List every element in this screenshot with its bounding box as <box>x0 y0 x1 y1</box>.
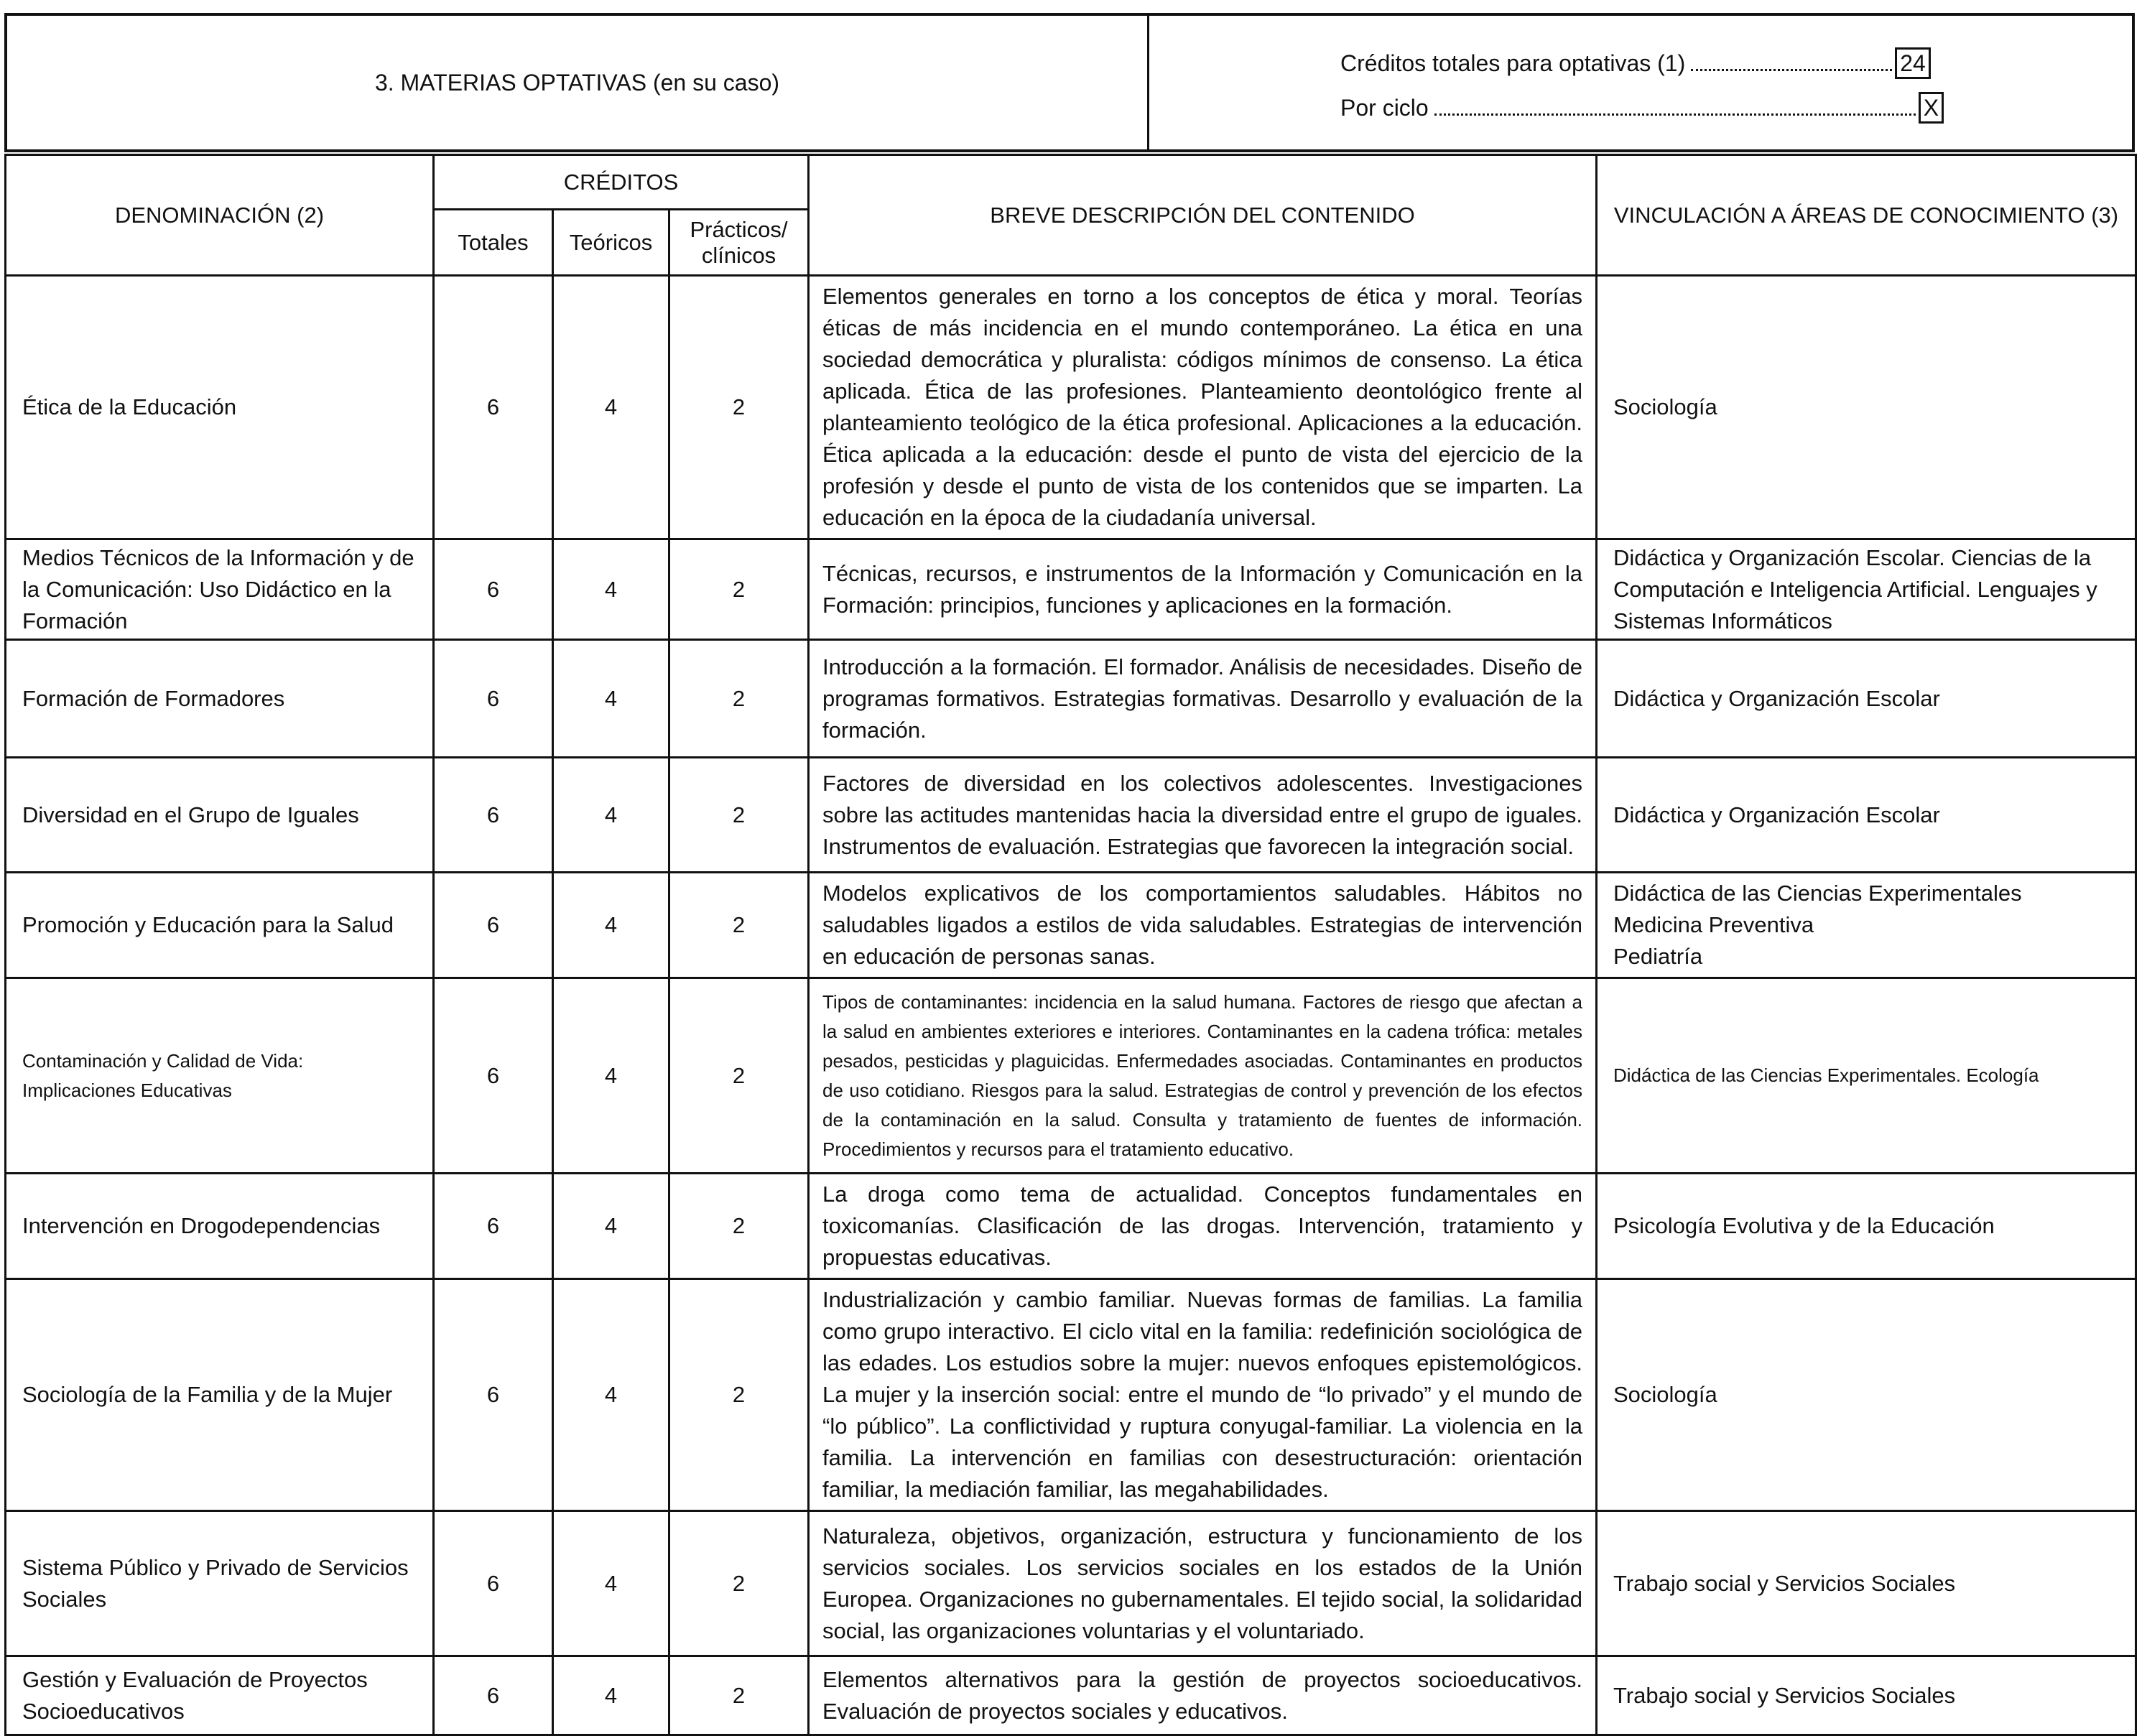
col-header-denominacion: DENOMINACIÓN (2) <box>6 155 434 276</box>
credits-total: 6 <box>434 276 553 539</box>
table-row <box>6 1174 2136 1279</box>
total-credits-value: 24 <box>1895 47 1931 79</box>
content-description: Elementos alternativos para la gestión de proyectos socioeducativos. Evaluación de proyectos sociales y educativos. <box>809 1656 1597 1735</box>
credits-practice: 2 <box>669 1511 809 1656</box>
credits-total: 6 <box>434 1656 553 1735</box>
col-header-descripcion: BREVE DESCRIPCIÓN DEL CONTENIDO <box>809 155 1597 276</box>
subject-name: Gestión y Evaluación de Proyectos Socioeducativos <box>6 1656 434 1735</box>
col-header-creditos: CRÉDITOS <box>434 155 809 210</box>
knowledge-area: Sociología <box>1597 276 2136 539</box>
subject-name: Diversidad en el Grupo de Iguales <box>6 758 434 873</box>
knowledge-area: Didáctica y Organización Escolar <box>1597 640 2136 758</box>
credits-practice: 2 <box>669 539 809 640</box>
knowledge-area: Psicología Evolutiva y de la Educación <box>1597 1174 2136 1279</box>
per-cycle-label: Por ciclo <box>1340 95 1429 121</box>
credits-total: 6 <box>434 1279 553 1511</box>
credits-practice: 2 <box>669 640 809 758</box>
credits-total: 6 <box>434 978 553 1174</box>
credits-theory: 4 <box>553 539 669 640</box>
subject-name: Contaminación y Calidad de Vida: Implicaciones Educativas <box>6 978 434 1174</box>
section-header <box>4 13 2135 152</box>
credits-theory: 4 <box>553 276 669 539</box>
credits-practice: 2 <box>669 978 809 1174</box>
content-description: Modelos explicativos de los comportamientos saludables. Hábitos no saludables ligados a estilos de vida saludables. Estrategias de intervención en educación de personas sanas. <box>809 873 1597 978</box>
credits-theory: 4 <box>553 758 669 873</box>
credits-total: 6 <box>434 1511 553 1656</box>
content-description: Elementos generales en torno a los conceptos de ética y moral. Teorías éticas de más incidencia en el mundo contemporáneo. La ética en una sociedad democrática y pluralista: códigos mínimos de consenso. La ética aplicada. Ética de las profesiones. Planteamiento deontológico frente al planteamiento teológico de la ética profesional. Aplicaciones a la educación. Ética aplicada a la educación: desde el punto de vista del ejercicio de la profesión y desde el punto de vista de los contenidos que se imparten. La educación en la época de la ciudadanía universal. <box>809 276 1597 539</box>
document-page <box>4 13 2139 1724</box>
content-description: Factores de diversidad en los colectivos adolescentes. Investigaciones sobre las actitudes mantenidas hacia la diversidad entre el grupo de iguales. Instrumentos de evaluación. Estrategias que favorecen la integración social. <box>809 758 1597 873</box>
credits-total: 6 <box>434 758 553 873</box>
subject-name: Sistema Público y Privado de Servicios Sociales <box>6 1511 434 1656</box>
credits-total: 6 <box>434 539 553 640</box>
dot-leader <box>1691 69 1892 71</box>
subject-name: Medios Técnicos de la Información y de la Comunicación: Uso Didáctico en la Formación <box>6 539 434 640</box>
credits-theory: 4 <box>553 873 669 978</box>
content-description: Técnicas, recursos, e instrumentos de la Información y Comunicación en la Formación: principios, funciones y aplicaciones en la formación. <box>809 539 1597 640</box>
table-row <box>6 978 2136 1174</box>
knowledge-area: Trabajo social y Servicios Sociales <box>1597 1656 2136 1735</box>
content-description: La droga como tema de actualidad. Conceptos fundamentales en toxicomanías. Clasificación de las drogas. Intervención, tratamiento y propuestas educativas. <box>809 1174 1597 1279</box>
credits-practice: 2 <box>669 873 809 978</box>
dot-leader <box>1434 113 1916 116</box>
col-header-teoricos: Teóricos <box>553 210 669 276</box>
subject-name: Promoción y Educación para la Salud <box>6 873 434 978</box>
credits-summary <box>1149 16 2132 149</box>
credits-practice: 2 <box>669 276 809 539</box>
content-description: Tipos de contaminantes: incidencia en la salud humana. Factores de riesgo que afectan a la salud en ambientes exteriores e interiores. Contaminantes en la cadena trófica: metales pesados, pesticidas y plaguicidas. Enfermedades asociadas. Contaminantes en productos de uso cotidiano. Riesgos para la salud. Estrategias de control y prevención de los efectos de la contaminación en la salud. Consulta y tratamiento de fuentes de información. Procedimientos y recursos para el tratamiento educativo. <box>809 978 1597 1174</box>
content-description: Naturaleza, objetivos, organización, estructura y funcionamiento de los servicios sociales. Los servicios sociales en los estados de la Unión Europea. Organizaciones no gubernamentales. El tejido social, la solidaridad social, las organizaciones voluntarias y el voluntariado. <box>809 1511 1597 1656</box>
credits-theory: 4 <box>553 1279 669 1511</box>
credits-practice: 2 <box>669 758 809 873</box>
knowledge-area: Didáctica y Organización Escolar. Ciencias de la Computación e Inteligencia Artificial. Lenguajes y Sistemas Informáticos <box>1597 539 2136 640</box>
subject-name: Sociología de la Familia y de la Mujer <box>6 1279 434 1511</box>
table-row <box>6 1511 2136 1656</box>
col-header-vinculacion: VINCULACIÓN A ÁREAS DE CONOCIMIENTO (3) <box>1597 155 2136 276</box>
total-credits-line <box>1340 47 1931 79</box>
total-credits-label: Créditos totales para optativas (1) <box>1340 50 1686 76</box>
knowledge-area: Sociología <box>1597 1279 2136 1511</box>
table-row <box>6 276 2136 539</box>
credits-theory: 4 <box>553 1656 669 1735</box>
col-header-practicos: Prácticos/ clínicos <box>669 210 809 276</box>
subject-name: Formación de Formadores <box>6 640 434 758</box>
credits-total: 6 <box>434 873 553 978</box>
table-row <box>6 539 2136 640</box>
credits-theory: 4 <box>553 1174 669 1279</box>
credits-total: 6 <box>434 1174 553 1279</box>
table-row <box>6 758 2136 873</box>
credits-theory: 4 <box>553 640 669 758</box>
subject-name: Ética de la Educación <box>6 276 434 539</box>
knowledge-area: Trabajo social y Servicios Sociales <box>1597 1511 2136 1656</box>
subject-name: Intervención en Drogodependencias <box>6 1174 434 1279</box>
table-row <box>6 1656 2136 1735</box>
table-row <box>6 640 2136 758</box>
credits-theory: 4 <box>553 978 669 1174</box>
content-description: Introducción a la formación. El formador. Análisis de necesidades. Diseño de programas formativos. Estrategias formativas. Desarrollo y evaluación de la formación. <box>809 640 1597 758</box>
knowledge-area: Didáctica de las Ciencias Experimentales. Ecología <box>1597 978 2136 1174</box>
knowledge-area: Didáctica de las Ciencias Experimentales Medicina Preventiva Pediatría <box>1597 873 2136 978</box>
per-cycle-line <box>1340 92 1944 124</box>
section-title: 3. MATERIAS OPTATIVAS (en su caso) <box>7 16 1149 149</box>
knowledge-area: Didáctica y Organización Escolar <box>1597 758 2136 873</box>
content-description: Industrialización y cambio familiar. Nuevas formas de familias. La familia como grupo interactivo. El ciclo vital en la familia: redefinición sociológica de las edades. Los estudios sobre la mujer: nuevos enfoques epistemológicos. La mujer y la inserción social: entre el mundo de “lo privado” y el mundo de “lo público”. La conflictividad y ruptura conyugal-familiar. La violencia en la familia. La intervención en familias con desestructuración: orientación familiar, la mediación familiar, las megahabilidades. <box>809 1279 1597 1511</box>
credits-practice: 2 <box>669 1279 809 1511</box>
credits-practice: 2 <box>669 1174 809 1279</box>
table-row <box>6 1279 2136 1511</box>
optional-subjects-table <box>4 154 2137 1736</box>
credits-practice: 2 <box>669 1656 809 1735</box>
per-cycle-value: X <box>1919 92 1944 124</box>
credits-total: 6 <box>434 640 553 758</box>
credits-theory: 4 <box>553 1511 669 1656</box>
table-row <box>6 873 2136 978</box>
col-header-totales: Totales <box>434 210 553 276</box>
